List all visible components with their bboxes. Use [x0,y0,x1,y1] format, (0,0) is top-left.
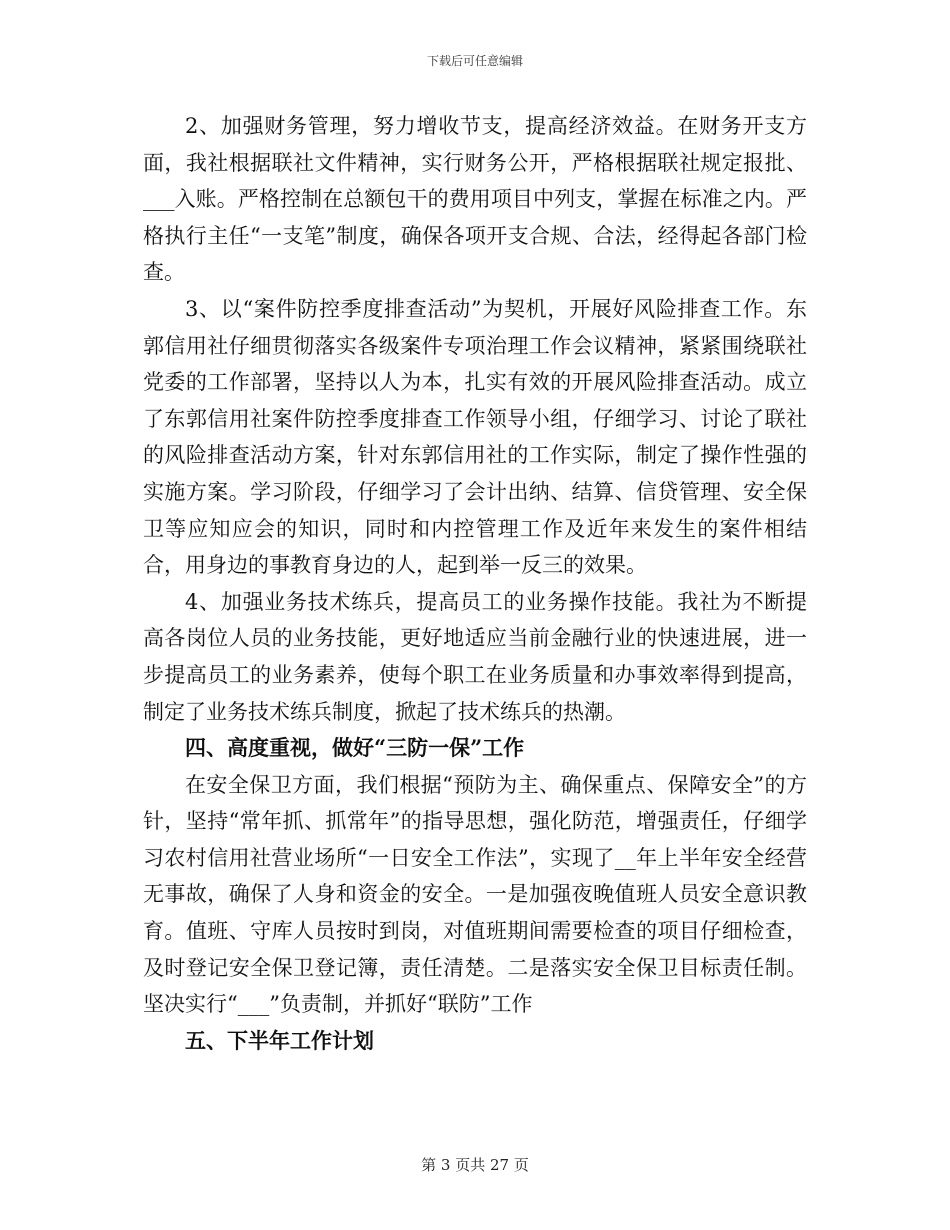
section-heading-security: 四、高度重视，做好“三防一保”工作 [185,735,525,761]
paragraph-risk-check: 3、以“案件防控季度排查活动”为契机，开展好风险排查工作。东郭信用社仔细贯彻落实各级案件专项治理工作会议精神，紧紧围绕联社党委的工作部署，坚持以人为本，扎实有效的开展风险排查活动。成立了东郭信用社案件防控季度排查工作领导小组，仔细学习、讨论了联社的风险排查活动方案，针对东郭信用社的工作实际，制定了操作性强的实施方案。学习阶段，仔细学习了会计出纳、结算、信贷管理、安全保卫等应知应会的知识，同时和内控管理工作及近年来发生的案件相结合，用身边的事教育身边的人，起到举一反三的效果。 [143,296,807,578]
document-body [143,108,807,1059]
page-header: 下载后可任意编辑 [426,54,523,68]
section-heading-plan: 五、下半年工作计划 [185,1027,374,1053]
paragraph-finance: 2、加强财务管理，努力增收节支，提高经济效益。在财务开支方面，我社根据联社文件精神，实行财务公开，严格根据联社规定报批、___入账。严格控制在总额包干的费用项目中列支，掌握在标准之内。严格执行主任“一支笔”制度，确保各项开支合规、合法，经得起各部门检查。 [143,114,807,285]
page-number: 第 3 页共 27 页 [421,1156,529,1174]
paragraph-security: 在安全保卫方面，我们根据“预防为主、确保重点、保障安全”的方针，坚持“常年抓、抓常年”的指导思想，强化防范，增强责任，仔细学习农村信用社营业场所“一日安全工作法”，实现了__年上半年安全经营无事故，确保了人身和资金的安全。一是加强夜晚值班人员安全意识教育。值班、守库人员按时到岗，对值班期间需要检查的项目仔细检查，及时登记安全保卫登记簿，责任清楚。二是落实安全保卫目标责任制。坚决实行“___”负责制，并抓好“联防”工作 [143,772,807,1017]
paragraph-skill-training: 4、加强业务技术练兵，提高员工的业务操作技能。我社为不断提高各岗位人员的业务技能，更好地适应当前金融行业的快速进展，进一步提高员工的业务素养，使每个职工在业务质量和办事效率得到提高，制定了业务技术练兵制度，掀起了技术练兵的热潮。 [143,589,807,724]
